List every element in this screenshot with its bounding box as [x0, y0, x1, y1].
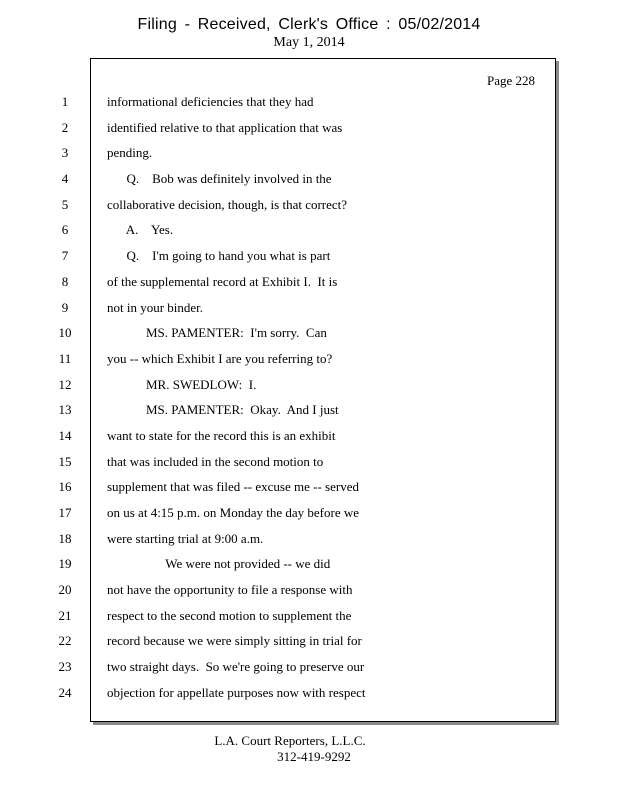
transcript-line: of the supplemental record at Exhibit I. It is [107, 273, 338, 289]
transcript-line: respect to the second motion to supplement the [107, 607, 352, 623]
transcript-line: two straight days. So we're going to preserve our [107, 659, 365, 675]
line-number: 21 [58, 607, 72, 623]
line-number: 14 [58, 427, 72, 443]
transcript-line: identified relative to that application that was [107, 119, 343, 135]
court-reporter-name: L.A. Court Reporters, L.L.C. [214, 733, 366, 748]
transcript-line: want to state for the record this is an exhibit [107, 427, 336, 443]
court-reporter-phone: 312-419-9292 [277, 749, 351, 764]
line-number: 13 [58, 402, 72, 418]
line-number: 9 [61, 299, 69, 315]
line-number: 24 [58, 684, 72, 700]
line-number: 16 [58, 479, 72, 495]
transcript-text-column [107, 89, 547, 706]
transcript-line: you -- which Exhibit I are you referring to? [107, 350, 333, 366]
line-number: 11 [58, 350, 72, 366]
transcript-line: We were not provided -- we did [107, 556, 331, 572]
line-number: 6 [61, 222, 69, 238]
transcript-line: Q. I'm going to hand you what is part [107, 248, 331, 264]
line-number: 10 [58, 325, 72, 341]
line-number: 12 [58, 376, 72, 392]
transcript-line: MS. PAMENTER: I'm sorry. Can [107, 325, 327, 341]
transcript-line: MR. SWEDLOW: I. [107, 376, 257, 392]
line-number: 8 [61, 273, 69, 289]
filing-stamp: Filing - Received, Clerk's Office : 05/02/2014 [137, 16, 481, 33]
transcript-line: objection for appellate purposes now with respect [107, 684, 366, 700]
transcript-line: on us at 4:15 p.m. on Monday the day before we [107, 505, 360, 520]
transcript-line: collaborative decision, though, is that correct? [107, 196, 348, 212]
line-number: 20 [58, 582, 72, 598]
transcript-line: informational deficiencies that they had [107, 94, 314, 109]
line-number-column [50, 89, 80, 706]
transcript-date: May 1, 2014 [273, 35, 345, 50]
line-number: 1 [61, 94, 69, 109]
line-number: 3 [61, 145, 69, 161]
transcript-line: were starting trial at 9:00 a.m. [107, 530, 264, 546]
line-number: 5 [61, 196, 69, 212]
line-number: 15 [58, 453, 72, 469]
transcript-line: pending. [107, 145, 153, 161]
transcript-line: that was included in the second motion to [107, 453, 324, 469]
line-number: 23 [58, 659, 72, 675]
page-number: Page 228 [486, 73, 535, 88]
line-number: 18 [58, 530, 72, 546]
line-number: 2 [61, 119, 69, 135]
transcript-line: MS. PAMENTER: Okay. And I just [107, 402, 339, 418]
line-number: 17 [58, 505, 72, 520]
transcript-line: record because we were simply sitting in trial for [107, 633, 362, 649]
transcript-line: not have the opportunity to file a response with [107, 582, 353, 598]
transcript-line: A. Yes. [107, 222, 174, 238]
line-number: 4 [61, 171, 69, 187]
line-number: 22 [58, 633, 72, 649]
line-number: 19 [58, 556, 72, 572]
transcript-line: Q. Bob was definitely involved in the [107, 171, 332, 187]
transcript-line: supplement that was filed -- excuse me -- served [107, 479, 359, 495]
transcript-line: not in your binder. [107, 299, 204, 315]
line-number: 7 [61, 248, 69, 264]
